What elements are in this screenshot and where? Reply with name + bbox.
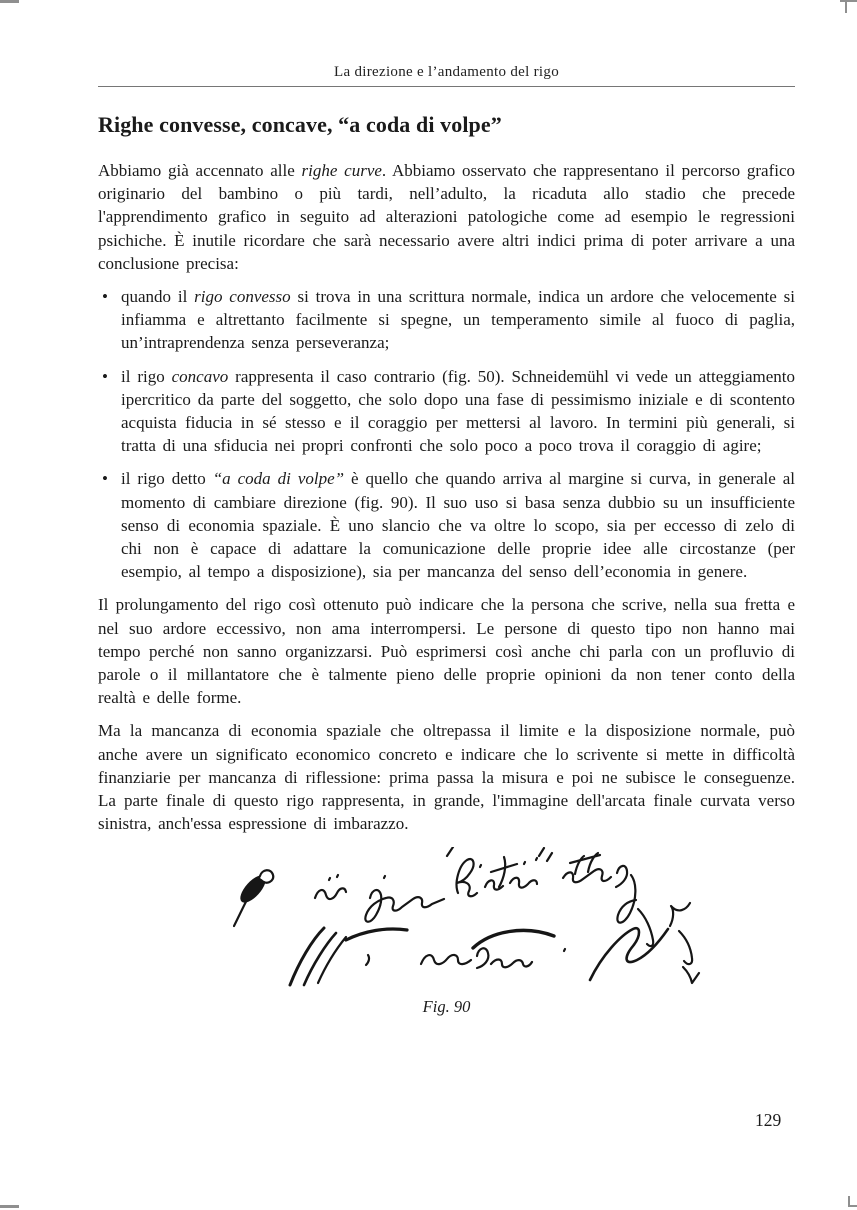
- bullet-icon: •: [102, 287, 108, 307]
- bullet-text: è quello che quando arriva al margine si curva, in generale al momento di cambiare direzione (fig. 90). Il suo uso si basa senza dubbio su un insufficiente senso di economia spaziale. È uno slancio che va oltre lo scopo, sia per eccesso di zelo di chi non è capace di adattare la comunicazione delle proprie idee alle circostanze (per esempio, al tempo a disposizione), sia per mancanza del senso dell’economia in genere.: [121, 469, 795, 582]
- figure-caption: Fig. 90: [422, 997, 471, 1017]
- section-title: Righe convesse, concave, “a coda di volpe”: [98, 112, 502, 137]
- paragraph-prolungamento: Il prolungamento del rigo così ottenuto può indicare che la persona che scrive, nella sua fretta e nel suo ardore eccessivo, non ama interrompersi. Le persone di questo tipo non hanno mai tempo perché non sanno organizzarsi. Può esprimersi così anche chi parla con un profluvio di parole o il millantatore che è talmente pieno delle proprie opinioni da non tener conto della realtà e delle forme.: [98, 595, 795, 708]
- running-header: La direzione e l’andamento del rigo: [334, 64, 559, 80]
- bullet-icon: •: [102, 469, 108, 489]
- bullet-text: il rigo detto: [121, 469, 213, 489]
- italic-term-concavo: concavo: [171, 366, 229, 386]
- paragraph-mancanza-economia: Ma la mancanza di economia spaziale che oltrepassa il limite e la disposizione normale, può anche avere un significato economico concreto e indicare che lo scrivente si mette in difficoltà finanziarie per mancanza di riflessione: prima passa la misura e poi ne subisce le conseguenze. La parte finale di questo rigo rappresenta, in grande, l'immagine dell'arcata finale curvata verso sinistra, anch'essa espressione di imbarazzo.: [98, 721, 795, 834]
- bullet-text: il rigo: [121, 366, 172, 386]
- figure-90: [98, 847, 795, 1017]
- bullet-item-coda-di-volpe: [98, 467, 795, 583]
- bullet-item-rigo-convesso: [98, 285, 795, 355]
- paragraph-intro-text: Abbiamo già accennato alle: [98, 161, 302, 180]
- crop-mark-top-left-icon: [0, 0, 19, 3]
- crop-mark-top-right-icon: [845, 0, 847, 13]
- bullet-icon: •: [102, 366, 108, 386]
- header-rule: [98, 86, 795, 87]
- page-number: 129: [755, 1110, 782, 1130]
- bullet-text: quando il: [121, 287, 195, 307]
- italic-term-righe-curve: righe curve: [301, 161, 382, 180]
- handwriting-sample-image: [233, 847, 703, 987]
- crop-mark-top-right-icon: [840, 0, 857, 2]
- crop-mark-bottom-left-icon: [0, 1205, 19, 1208]
- bullet-list: [98, 285, 795, 583]
- page-content: [98, 64, 795, 1017]
- bullet-text: si trova in una scrittura normale, indica un ardore che velocemente si infiamma e altrettanto facilmente si spegne, un temperamento simile al fuoco di paglia, un’intraprendenza senza perseveranza;: [121, 287, 795, 353]
- crop-mark-bottom-right-icon: [848, 1205, 857, 1207]
- bullet-item-rigo-concavo: [98, 365, 795, 458]
- paragraph-intro: [98, 159, 795, 275]
- italic-term-rigo-convesso: rigo convesso: [194, 287, 291, 307]
- italic-term-coda-di-volpe: “a coda di volpe”: [212, 469, 345, 489]
- paragraph-intro-text: . Abbiamo osservato che rappresentano il percorso grafico originario del bambino o più tardi, nell’adulto, la ricaduta allo stadio che precede l'apprendimento grafico in seguito ad alterazioni patologiche come ad esempio le regressioni psichiche. È inutile ricordare che sarà necessario avere altri indici prima di poter arrivare a una conclusione precisa:: [98, 161, 796, 273]
- bullet-text: rappresenta il caso contrario (fig. 50). Schneidemühl vi vede un atteggiamento ipercritico da parte del soggetto, che solo dopo una fase di pessimismo iniziale e di scontento acquista fiducia in sé stesso e il coraggio per mettersi al lavoro. In termini più generali, si tratta di una sfiducia nei propri confronti che solo poco a poco trova il coraggio di agire;: [121, 366, 795, 456]
